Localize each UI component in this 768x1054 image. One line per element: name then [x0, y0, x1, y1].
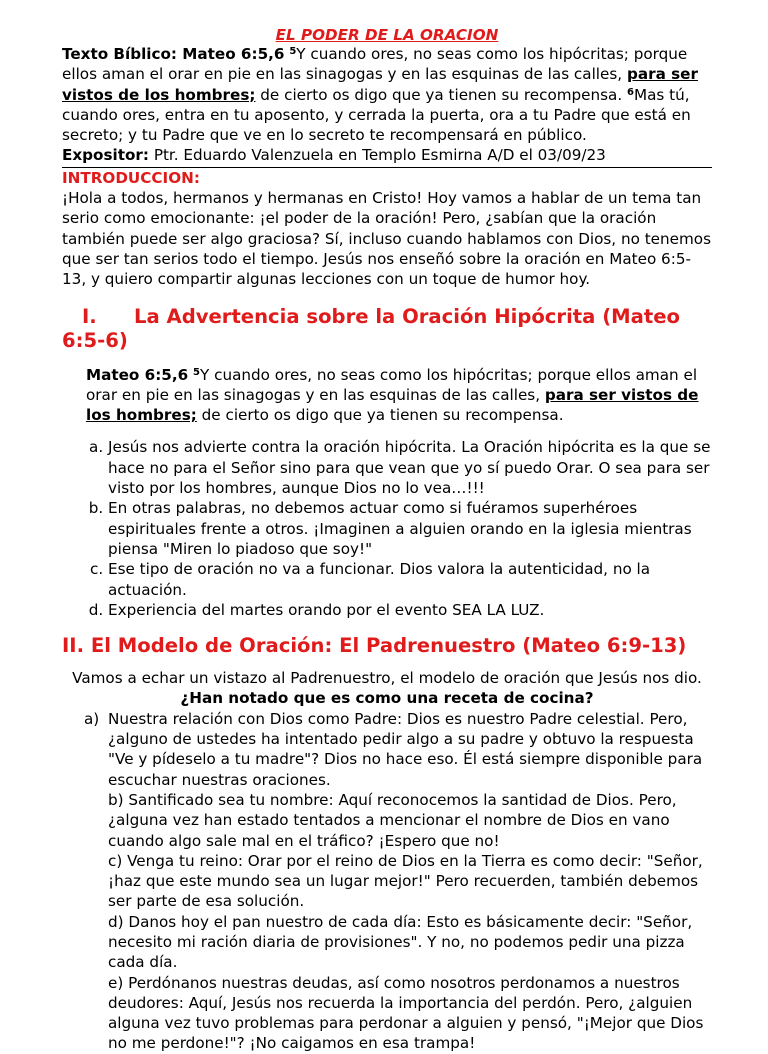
- section-2-heading: II. El Modelo de Oración: El Padrenuestro (Mateo 6:9-13): [62, 634, 687, 658]
- verse-5-underlined: para ser vistos de los hombres;: [62, 65, 698, 104]
- list-item: c. Ese tipo de oración no va a funcionar. Dios valora la autenticidad, no la actuación.: [108, 559, 712, 600]
- list-paragraph: b) Santificado sea tu nombre: Aquí reconocemos la santidad de Dios. Pero, ¿alguna vez han estado tentados a mencionar el nombre de Dios en vano cuando algo sale mal en el tráfico? ¡Espero que no!: [108, 790, 677, 850]
- section-1-number: I.: [82, 304, 97, 328]
- bible-text-paragraph: [62, 44, 712, 145]
- section-2-list: [62, 709, 712, 1054]
- verse-5-text-end: de cierto os digo que ya tienen su recompensa.: [260, 85, 623, 104]
- list-paragraph: d) Danos hoy el pan nuestro de cada día: Esto es básicamente decir: "Señor, necesito mi ración diaria de provisiones". Y no, no podemos pedir una pizza cada día.: [108, 912, 693, 972]
- verse-5-text: Y cuando ores, no seas como los hipócritas; porque ellos aman el orar en pie en las sinagogas y en las esquinas de las calles,: [62, 45, 688, 84]
- list-item: a. Jesús nos advierte contra la oración hipócrita. La Oración hipócrita es la que se hace no para el Señor sino para que vean que yo sí puedo Orar. O sea para ser visto por los hombres, aunque Dios no lo vea…!!!: [108, 437, 712, 498]
- document-title: EL PODER DE LA ORACION: [275, 26, 499, 44]
- section-1-title: La Advertencia sobre la Oración Hipócrita (Mateo 6:5-6): [62, 304, 681, 352]
- list-item: d. Experiencia del martes orando por el evento SEA LA LUZ.: [108, 600, 712, 620]
- list-paragraph: e) Perdónanos nuestras deudas, así como nosotros perdonamos a nuestros deudores: Aquí, Jesús nos recuerda la importancia del perdón. Pero, ¿alguien alguna vez tuvo problemas para perdonar a alguien y pensó, "¡Mejor que Dios no me perdone!"? ¡No caigamos en esa trampa!: [108, 973, 704, 1053]
- list-item: [84, 709, 712, 790]
- verse-6-text: Mas tú, cuando ores, entra en tu aposento, y cerrada la puerta, ora a tu Padre que está en secreto; y tu Padre que ve en lo secreto te recompensará en público.: [62, 85, 691, 145]
- verse-number-6: 6: [627, 86, 634, 98]
- list-paragraph: c) Venga tu reino: Orar por el reino de Dios en la Tierra es como decir: "Señor, ¡haz que este mundo sea un lugar mejor!" Pero recuerden, también debemos ser parte de esa solución.: [108, 851, 703, 911]
- expositor-text: Ptr. Eduardo Valenzuela en Templo Esmirna A/D el 03/09/23: [153, 146, 606, 165]
- list-item-text: Nuestra relación con Dios como Padre: Dios es nuestro Padre celestial. Pero, ¿alguno de ustedes ha intentado pedir algo a su padre y obtuvo la respuesta "Ve y pídeselo a tu madre"? Dios no hace eso. Él está siempre disponible para escuchar nuestras oraciones.: [108, 709, 703, 789]
- section-1-verse-underlined: para ser vistos de los hombres;: [86, 385, 699, 425]
- list-marker: a): [84, 709, 100, 728]
- section-1-verse: [62, 365, 712, 426]
- section-2-question: ¿Han notado que es como una receta de cocina?: [180, 689, 594, 708]
- list-item: b. En otras palabras, no debemos actuar como si fuéramos superhéroes espirituales frente a otros. ¡Imaginen a alguien orando en la iglesia mientras piensa "Miren lo piadoso que soy!": [108, 498, 712, 559]
- section-1-list: [62, 437, 712, 620]
- verse-number-5: 5: [289, 46, 297, 57]
- bible-text-label: Texto Bíblico: Mateo 6:5,6: [62, 45, 285, 63]
- section-1-verse-text: Y cuando ores, no seas como los hipócritas; porque ellos aman el orar en pie en las sinagogas y en las esquinas de las calles,: [86, 365, 698, 404]
- header-block: [62, 44, 712, 168]
- intro-heading: INTRODUCCION:: [62, 168, 200, 187]
- expositor-label: Expositor:: [62, 146, 149, 165]
- section-1-heading: [62, 305, 712, 353]
- expositor-line: [62, 145, 712, 165]
- section-1-verse-number: 5: [193, 366, 200, 378]
- section-2-intro: Vamos a echar un vistazo al Padrenuestro, el modelo de oración que Jesús nos dio.: [72, 669, 702, 688]
- section-1-verse-end: de cierto os digo que ya tienen su recompensa.: [201, 406, 564, 425]
- intro-paragraph: ¡Hola a todos, hermanos y hermanas en Cristo! Hoy vamos a hablar de un tema tan serio como emocionante: ¡el poder de la oración! Pero, ¿sabían que la oración también puede ser algo graciosa? Sí, incluso cuando hablamos con Dios, no tenemos que ser tan serios todo el tiempo. Jesús nos enseñó sobre la oración en Mateo 6:5-13, y quiero compartir algunas lecciones con un toque de humor hoy.: [62, 189, 711, 289]
- section-1-ref: Mateo 6:5,6: [86, 365, 189, 384]
